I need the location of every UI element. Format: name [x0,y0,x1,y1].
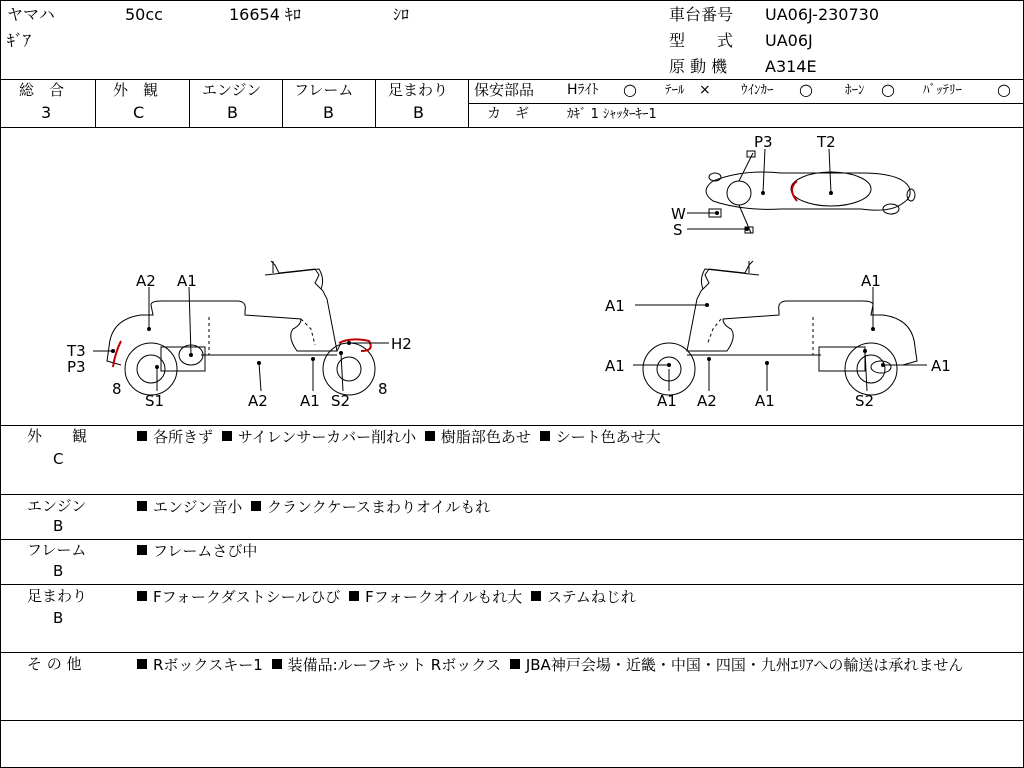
right-A1-b1: A1 [657,392,677,410]
left-H2: H2 [391,335,412,353]
safety-battery: ﾊﾞｯﾃﾘｰ [923,83,962,98]
top-view-dots [715,191,833,231]
safety-headlight-mark: ○ [623,80,637,99]
note-category-frame: フレーム [27,541,87,559]
right-dots [667,303,885,367]
right-A1-mid: A1 [605,357,625,375]
damage-diagram [1,129,1023,425]
safety-winker: ｳｲﾝｶｰ [741,83,774,98]
grade-value-frame: B [323,103,334,122]
top-T2: T2 [817,133,836,151]
rule [1,494,1023,495]
note-category-suspension: 足まわり [27,587,88,605]
rule [282,79,283,127]
note-grade-suspension: B [53,609,64,627]
note-items-other: Rボックスキー1 装備品:ルーフキット Rボックス JBA神戸会場・近畿・中国・四国・九州ｴﾘｱへの輸送は承れません [133,654,1005,676]
type-label: 型 式 [669,31,734,50]
grade-value-overall: 3 [41,103,52,122]
grade-value-suspension: B [413,103,424,122]
safety-headlight: Hﾗｲﾄ [567,82,599,98]
right-A1-top: A1 [861,272,881,290]
left-8b: 8 [378,380,388,398]
key-value: ｶｷﾞ 1 ｼｬｯﾀｰｷｰ1 [567,107,657,122]
right-S2: S2 [855,392,875,410]
frame-number-value: UA06J-230730 [765,5,880,24]
rule [1,584,1023,585]
rule [95,79,96,127]
safety-winker-mark: ○ [799,80,813,99]
note-category-exterior: 外 観 [27,427,88,445]
note-items-exterior: 各所きず サイレンサーカバー削れ小 樹脂部色あせ シート色あせ大 [133,426,1013,448]
left-dots [111,327,351,369]
note-items-suspension: Fフォークダストシールひび Fフォークオイルもれ大 ステムねじれ [133,586,1013,608]
grade-value-exterior: C [133,103,145,122]
top-W: W [671,205,686,223]
rule [375,79,376,127]
grade-label-frame: フレーム [294,81,354,99]
rule [1,720,1023,721]
note-grade-engine: B [53,517,64,535]
rule [1,127,1023,128]
rule [1,652,1023,653]
maker: ヤマハ [7,5,55,24]
rule [1,79,1023,80]
engine-label: 原 動 機 [669,57,728,76]
engine-value: A314E [765,57,817,76]
left-8a: 8 [112,380,122,398]
left-A2b: A2 [248,392,268,410]
note-grade-frame: B [53,562,64,580]
type-value: UA06J [765,31,813,50]
rule [189,79,190,127]
mileage: 16654 ｷﾛ [229,5,301,24]
top-P3: P3 [754,133,773,151]
frame-number-label: 車台番号 [669,5,734,24]
right-A1-right: A1 [931,357,951,375]
note-items-frame: フレームさび中 [133,540,1013,562]
note-items-engine: エンジン音小 クランクケースまわりオイルもれ [133,496,1013,518]
safety-label: 保安部品 [474,81,535,99]
grade-label-engine: エンジン [202,81,262,99]
right-A1-left: A1 [605,297,625,315]
safety-tail: ﾃｰﾙ [665,83,685,98]
grade-value-engine: B [227,103,238,122]
note-category-engine: エンジン [27,497,87,515]
note-category-other: そ の 他 [27,655,82,673]
left-S2: S2 [331,392,351,410]
top-view-scooter [706,151,915,233]
top-S: S [673,221,683,239]
safety-horn-mark: ○ [881,80,895,99]
rule [468,103,1023,104]
left-A1b: A1 [300,392,320,410]
right-A2: A2 [697,392,717,410]
key-label: カ ギ [487,106,529,122]
safety-tail-mark: × [699,82,711,98]
left-A2: A2 [136,272,156,290]
color: ｼﾛ [393,5,410,24]
safety-horn: ﾎｰﾝ [845,83,865,98]
displacement: 50cc [125,5,163,24]
grade-label-suspension: 足まわり [388,81,449,99]
grade-label-overall: 総 合 [19,81,65,99]
left-A1: A1 [177,272,197,290]
left-S1: S1 [145,392,165,410]
left-T3: T3 [67,342,86,360]
right-A1-b2: A1 [755,392,775,410]
grade-label-exterior: 外 観 [113,81,159,99]
note-grade-exterior: C [53,450,64,468]
left-damage-rear [113,341,121,367]
model-name: ｷﾞｱ [7,31,32,50]
left-P3: P3 [67,358,86,376]
safety-battery-mark: ○ [997,80,1011,99]
rule [468,79,469,127]
left-leaders [93,287,389,391]
